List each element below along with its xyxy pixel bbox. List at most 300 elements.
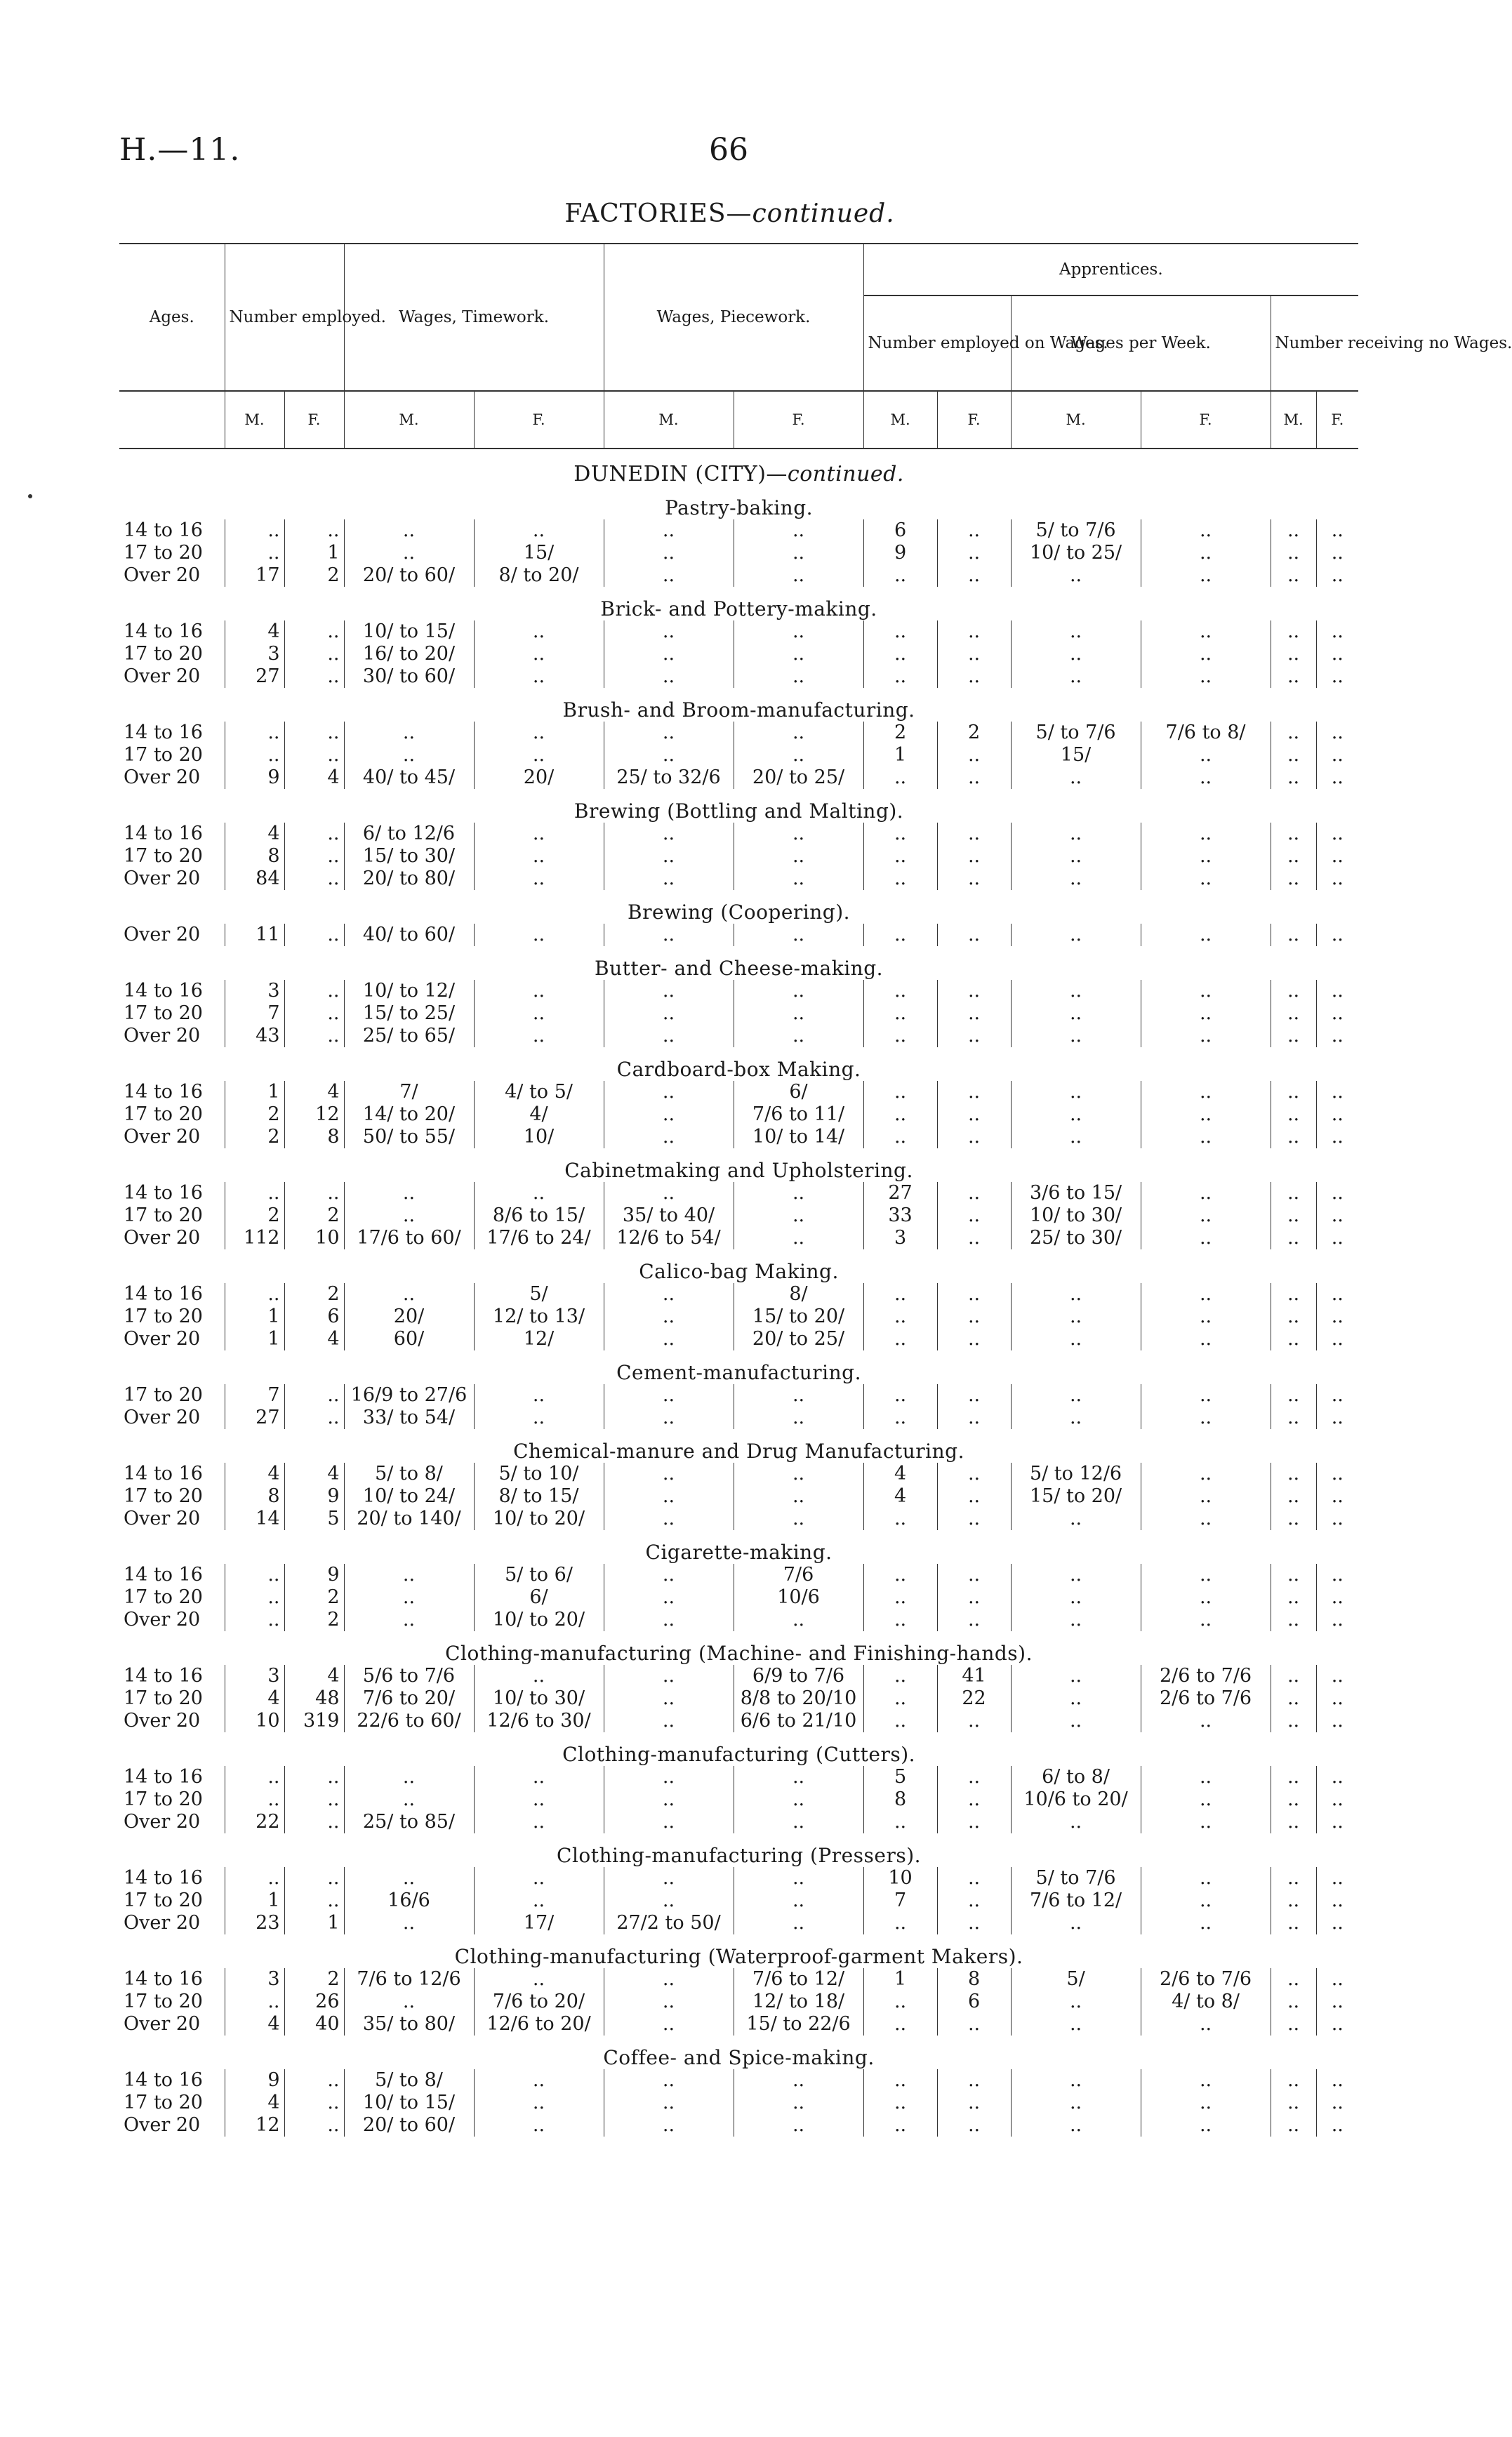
value-cell: ..	[1316, 1508, 1358, 1530]
table-row	[119, 1609, 1358, 1631]
value-cell: ..	[1141, 2013, 1271, 2036]
value-cell: 5/ to 10/	[474, 1463, 604, 1485]
value-cell: ..	[1141, 845, 1271, 868]
header-number-employed: Number employed.	[225, 244, 344, 391]
age-cell: Over 20	[124, 1126, 201, 1148]
value-cell: 20/ to 25/	[734, 766, 863, 789]
value-cell: ..	[1271, 1025, 1316, 1047]
header-m: M.	[1011, 391, 1141, 449]
value-cell: ..	[474, 1025, 604, 1047]
value-cell: 8	[863, 1788, 937, 1811]
value-cell: ..	[734, 1227, 863, 1249]
value-cell: 2	[225, 1103, 284, 1126]
value-cell: 14/ to 20/	[344, 1103, 474, 1126]
value-cell: ..	[1141, 823, 1271, 845]
value-cell: ..	[1271, 620, 1316, 643]
value-cell: 2	[863, 722, 937, 744]
value-cell: ..	[1141, 564, 1271, 587]
value-cell: ..	[1141, 1081, 1271, 1103]
value-cell: ..	[863, 2013, 937, 2036]
age-cell: Over 20	[124, 868, 201, 889]
section-title: Coffee- and Spice-making.	[603, 2046, 875, 2069]
value-cell: ..	[937, 1103, 1011, 1126]
value-cell: ..	[604, 1766, 734, 1788]
value-cell: ..	[863, 1609, 937, 1631]
value-cell: 5/ to 7/6	[1011, 1867, 1141, 1890]
value-cell: ..	[1141, 1609, 1271, 1631]
value-cell: ..	[734, 665, 863, 688]
value-cell: ..	[284, 744, 344, 766]
value-cell: ..	[1316, 1867, 1358, 1890]
table-row	[119, 2013, 1358, 2036]
value-cell: ..	[863, 1710, 937, 1732]
value-cell: 2/6 to 7/6	[1141, 1665, 1271, 1687]
value-cell: ..	[344, 1564, 474, 1586]
age-cell: 14 to 16	[124, 1665, 203, 1687]
value-cell: 43	[225, 1025, 284, 1047]
section-heading	[119, 946, 1358, 980]
value-cell: ..	[734, 2114, 863, 2137]
age-cell: 17 to 20	[124, 1204, 203, 1226]
value-cell: ..	[604, 1407, 734, 1429]
value-cell: 40	[284, 2013, 344, 2036]
value-cell: ..	[1011, 1609, 1141, 1631]
value-cell: 10/ to 20/	[474, 1508, 604, 1530]
table-row	[119, 1508, 1358, 1530]
value-cell: 6	[863, 519, 937, 542]
age-cell: 14 to 16	[124, 980, 203, 1002]
value-cell: ..	[863, 2092, 937, 2114]
value-cell: 40/ to 45/	[344, 766, 474, 789]
table-row	[119, 1384, 1358, 1407]
value-cell: ..	[474, 1811, 604, 1833]
value-cell: 5/	[474, 1283, 604, 1306]
value-cell: ..	[1316, 980, 1358, 1002]
value-cell: ..	[604, 2092, 734, 2114]
table-row	[119, 1766, 1358, 1788]
value-cell: ..	[863, 1103, 937, 1126]
table-row	[119, 1407, 1358, 1429]
table-row	[119, 643, 1358, 665]
age-cell: 17 to 20	[124, 1384, 203, 1406]
value-cell: ..	[1271, 1687, 1316, 1710]
value-cell: ..	[604, 1890, 734, 1912]
value-cell: 4/ to 5/	[474, 1081, 604, 1103]
header-m: M.	[225, 391, 284, 449]
value-cell: 17/6 to 24/	[474, 1227, 604, 1249]
value-cell: 27/2 to 50/	[604, 1912, 734, 1934]
section-heading	[119, 1530, 1358, 1564]
age-cell: 17 to 20	[124, 744, 203, 766]
value-cell: ..	[734, 643, 863, 665]
age-cell: 17 to 20	[124, 1485, 203, 1507]
value-cell: 14	[225, 1508, 284, 1530]
age-cell: 14 to 16	[124, 1968, 203, 1990]
value-cell: ..	[863, 868, 937, 890]
value-cell: ..	[937, 1025, 1011, 1047]
value-cell: ..	[1271, 1811, 1316, 1833]
value-cell: 12/6 to 30/	[474, 1710, 604, 1732]
value-cell: ..	[863, 2114, 937, 2137]
age-cell: Over 20	[124, 2013, 201, 2035]
value-cell: ..	[1271, 1991, 1316, 2013]
value-cell: 4	[284, 1665, 344, 1687]
value-cell: ..	[604, 620, 734, 643]
value-cell: 3	[225, 980, 284, 1002]
table-row	[119, 744, 1358, 766]
value-cell: ..	[225, 1586, 284, 1609]
value-cell: ..	[284, 1811, 344, 1833]
age-cell: 14 to 16	[124, 1081, 203, 1103]
age-cell: 14 to 16	[124, 1867, 203, 1889]
value-cell: ..	[1141, 1407, 1271, 1429]
value-cell: ..	[1271, 766, 1316, 789]
value-cell: ..	[1316, 1811, 1358, 1833]
city-name: DUNEDIN (CITY)—	[573, 462, 788, 486]
value-cell: ..	[1271, 542, 1316, 564]
value-cell: ..	[604, 1485, 734, 1508]
value-cell: 20/	[344, 1306, 474, 1328]
value-cell: ..	[937, 1002, 1011, 1025]
value-cell: ..	[1271, 1463, 1316, 1485]
value-cell: ..	[1316, 1103, 1358, 1126]
value-cell: ..	[284, 2069, 344, 2092]
value-cell: ..	[734, 620, 863, 643]
value-cell: ..	[1141, 2069, 1271, 2092]
value-cell: ..	[937, 1890, 1011, 1912]
value-cell: ..	[1011, 845, 1141, 868]
table-row	[119, 1788, 1358, 1811]
header-f: F.	[1316, 391, 1358, 449]
value-cell: ..	[937, 1182, 1011, 1204]
value-cell: 16/9 to 27/6	[344, 1384, 474, 1407]
value-cell: ..	[1316, 2013, 1358, 2036]
value-cell: 7/6 to 20/	[344, 1687, 474, 1710]
value-cell: ..	[863, 1687, 937, 1710]
value-cell: 10/ to 30/	[474, 1687, 604, 1710]
value-cell: ..	[1141, 1890, 1271, 1912]
section-title: Clothing-manufacturing (Machine- and Finishing-hands).	[445, 1642, 1033, 1665]
value-cell: 7/6 to 8/	[1141, 722, 1271, 744]
value-cell: ..	[937, 665, 1011, 688]
value-cell: 1	[863, 744, 937, 766]
value-cell: ..	[1011, 2092, 1141, 2114]
value-cell: ..	[604, 519, 734, 542]
value-cell: 16/6	[344, 1890, 474, 1912]
value-cell: 1	[225, 1306, 284, 1328]
value-cell: 2	[284, 1968, 344, 1991]
value-cell: ..	[1141, 1463, 1271, 1485]
value-cell: 22/6 to 60/	[344, 1710, 474, 1732]
title-continued: continued.	[752, 199, 895, 228]
value-cell: ..	[863, 1002, 937, 1025]
table-row	[119, 1081, 1358, 1103]
value-cell: 5	[863, 1766, 937, 1788]
age-cell: 17 to 20	[124, 1103, 203, 1125]
value-cell: ..	[1316, 766, 1358, 789]
value-cell: 2/6 to 7/6	[1141, 1968, 1271, 1991]
value-cell: 12/ to 18/	[734, 1991, 863, 2013]
value-cell: ..	[734, 1890, 863, 1912]
value-cell: ..	[284, 722, 344, 744]
value-cell: ..	[937, 2013, 1011, 2036]
age-cell: 14 to 16	[124, 1182, 203, 1204]
table-row	[119, 1227, 1358, 1249]
value-cell: ..	[284, 845, 344, 868]
value-cell: 10/ to 25/	[1011, 542, 1141, 564]
value-cell: 25/ to 32/6	[604, 766, 734, 789]
value-cell: 6/	[474, 1586, 604, 1609]
table-row	[119, 1002, 1358, 1025]
value-cell: ..	[937, 1867, 1011, 1890]
age-cell: 14 to 16	[124, 823, 203, 844]
value-cell: 22	[225, 1811, 284, 1833]
value-cell: ..	[937, 1463, 1011, 1485]
age-cell: 17 to 20	[124, 542, 203, 564]
value-cell: 5/ to 7/6	[1011, 722, 1141, 744]
value-cell: ..	[1271, 1384, 1316, 1407]
value-cell: ..	[1141, 868, 1271, 890]
table-row	[119, 2114, 1358, 2137]
value-cell: ..	[604, 1687, 734, 1710]
value-cell: 10	[284, 1227, 344, 1249]
value-cell: ..	[1011, 1002, 1141, 1025]
value-cell: ..	[1011, 2114, 1141, 2137]
table-row	[119, 1328, 1358, 1350]
section-heading	[119, 587, 1358, 620]
value-cell: ..	[1271, 1867, 1316, 1890]
value-cell: ..	[863, 1025, 937, 1047]
value-cell: ..	[344, 1766, 474, 1788]
value-cell: 7	[863, 1890, 937, 1912]
value-cell: ..	[344, 1586, 474, 1609]
value-cell: 1	[225, 1081, 284, 1103]
value-cell: ..	[474, 1766, 604, 1788]
value-cell: ..	[1141, 980, 1271, 1002]
value-cell: 5/ to 8/	[344, 1463, 474, 1485]
value-cell: ..	[604, 1609, 734, 1631]
value-cell: 25/ to 30/	[1011, 1227, 1141, 1249]
value-cell: 12/	[474, 1328, 604, 1350]
value-cell: ..	[604, 1665, 734, 1687]
value-cell: 9	[225, 766, 284, 789]
value-cell: ..	[1316, 868, 1358, 890]
value-cell: 7	[225, 1384, 284, 1407]
value-cell: ..	[474, 980, 604, 1002]
age-cell: Over 20	[124, 1609, 201, 1631]
age-cell: Over 20	[124, 665, 201, 687]
table-row	[119, 1306, 1358, 1328]
table-row	[119, 1968, 1358, 1991]
value-cell: ..	[1316, 1586, 1358, 1609]
value-cell: ..	[1271, 1407, 1316, 1429]
header-apprentices: Apprentices.	[863, 244, 1358, 296]
age-cell: Over 20	[124, 766, 201, 788]
value-cell: 50/ to 55/	[344, 1126, 474, 1148]
value-cell: ..	[863, 1991, 937, 2013]
value-cell: ..	[474, 1665, 604, 1687]
value-cell: ..	[604, 1508, 734, 1530]
value-cell: 15/ to 22/6	[734, 2013, 863, 2036]
value-cell: 15/ to 30/	[344, 845, 474, 868]
value-cell: ..	[604, 665, 734, 688]
value-cell: ..	[734, 1788, 863, 1811]
section-title: Brewing (Coopering).	[628, 901, 851, 924]
value-cell: ..	[1271, 924, 1316, 946]
value-cell: 7/6 to 12/	[1011, 1890, 1141, 1912]
header-wages-timework: Wages, Timework.	[344, 244, 604, 391]
value-cell: ..	[1316, 1609, 1358, 1631]
value-cell: 4	[225, 1687, 284, 1710]
value-cell: ..	[344, 1182, 474, 1204]
value-cell: ..	[1011, 643, 1141, 665]
value-cell: 319	[284, 1710, 344, 1732]
value-cell: ..	[1141, 1508, 1271, 1530]
value-cell: ..	[734, 1508, 863, 1530]
value-cell: 3	[225, 1968, 284, 1991]
value-cell: 15/	[1011, 744, 1141, 766]
value-cell: ..	[344, 744, 474, 766]
value-cell: ..	[474, 2092, 604, 2114]
value-cell: ..	[1271, 2092, 1316, 2114]
age-cell: 17 to 20	[124, 1002, 203, 1024]
value-cell: 7/	[344, 1081, 474, 1103]
value-cell: ..	[1271, 1766, 1316, 1788]
value-cell: ..	[937, 542, 1011, 564]
table-row	[119, 1485, 1358, 1508]
value-cell: ..	[1316, 823, 1358, 845]
value-cell: 10/6 to 20/	[1011, 1788, 1141, 1811]
section-title: Cigarette-making.	[645, 1541, 833, 1564]
value-cell: ..	[1316, 542, 1358, 564]
value-cell: ..	[1271, 722, 1316, 744]
header-appr-no-wages: Number receiving no Wages.	[1271, 296, 1358, 391]
value-cell: ..	[1141, 2114, 1271, 2137]
value-cell: 20/ to 25/	[734, 1328, 863, 1350]
value-cell: ..	[937, 766, 1011, 789]
value-cell: ..	[344, 1867, 474, 1890]
value-cell: ..	[1141, 1306, 1271, 1328]
value-cell: ..	[863, 620, 937, 643]
value-cell: ..	[474, 1867, 604, 1890]
section-title: Clothing-manufacturing (Waterproof-garment Makers).	[454, 1945, 1023, 1968]
value-cell: ..	[604, 2069, 734, 2092]
section-title: Butter- and Cheese-making.	[595, 957, 884, 980]
value-cell: ..	[1316, 1912, 1358, 1934]
value-cell: ..	[1271, 1182, 1316, 1204]
value-cell: ..	[1141, 620, 1271, 643]
value-cell: ..	[344, 1609, 474, 1631]
value-cell: 33	[863, 1204, 937, 1227]
value-cell: 84	[225, 868, 284, 890]
value-cell: ..	[604, 823, 734, 845]
value-cell: ..	[604, 868, 734, 890]
value-cell: ..	[1141, 1204, 1271, 1227]
section-heading	[119, 486, 1358, 519]
value-cell: 7	[225, 1002, 284, 1025]
value-cell: ..	[734, 542, 863, 564]
value-cell: ..	[1011, 1811, 1141, 1833]
value-cell: ..	[284, 1384, 344, 1407]
value-cell: ..	[863, 1328, 937, 1350]
value-cell: 8/6 to 15/	[474, 1204, 604, 1227]
value-cell: ..	[1316, 1890, 1358, 1912]
value-cell: ..	[937, 1306, 1011, 1328]
value-cell: 5/ to 8/	[344, 2069, 474, 2092]
value-cell: 5/ to 12/6	[1011, 1463, 1141, 1485]
age-cell: Over 20	[124, 1710, 201, 1732]
value-cell: ..	[937, 1227, 1011, 1249]
value-cell: 1	[225, 1328, 284, 1350]
table-row	[119, 868, 1358, 890]
value-cell: ..	[1316, 665, 1358, 688]
value-cell: ..	[937, 1609, 1011, 1631]
value-cell: 17	[225, 564, 284, 587]
value-cell: ..	[225, 542, 284, 564]
value-cell: ..	[474, 665, 604, 688]
header-appr-wages: Wages per Week.	[1011, 296, 1271, 391]
value-cell: ..	[604, 924, 734, 946]
value-cell: ..	[734, 1609, 863, 1631]
value-cell: ..	[604, 564, 734, 587]
value-cell: 10/ to 15/	[344, 2092, 474, 2114]
value-cell: ..	[937, 1710, 1011, 1732]
value-cell: ..	[1011, 1564, 1141, 1586]
table-row	[119, 519, 1358, 542]
value-cell: ..	[1141, 2092, 1271, 2114]
section-title: Brush- and Broom-manufacturing.	[562, 698, 915, 722]
section-heading	[119, 2036, 1358, 2069]
value-cell: 12/ to 13/	[474, 1306, 604, 1328]
value-cell: ..	[474, 744, 604, 766]
value-cell: ..	[344, 542, 474, 564]
value-cell: ..	[1271, 1890, 1316, 1912]
value-cell: ..	[1316, 643, 1358, 665]
value-cell: ..	[863, 643, 937, 665]
value-cell: 25/ to 85/	[344, 1811, 474, 1833]
value-cell: ..	[863, 1912, 937, 1934]
header-ages-blank	[119, 391, 225, 449]
value-cell: ..	[604, 1081, 734, 1103]
table-row	[119, 1564, 1358, 1586]
value-cell: 2	[284, 1609, 344, 1631]
section-title: Clothing-manufacturing (Pressers).	[557, 1844, 922, 1867]
value-cell: ..	[1141, 1564, 1271, 1586]
value-cell: ..	[863, 1811, 937, 1833]
value-cell: ..	[344, 1912, 474, 1934]
value-cell: ..	[937, 1384, 1011, 1407]
value-cell: 7/6 to 12/	[734, 1968, 863, 1991]
value-cell: 10/	[474, 1126, 604, 1148]
value-cell: ..	[284, 980, 344, 1002]
value-cell: ..	[734, 1912, 863, 1934]
value-cell: ..	[604, 980, 734, 1002]
value-cell: 2	[937, 722, 1011, 744]
value-cell: ..	[937, 2114, 1011, 2137]
value-cell: ..	[734, 744, 863, 766]
value-cell: 4	[863, 1485, 937, 1508]
table-header	[119, 244, 1512, 449]
value-cell: ..	[604, 1788, 734, 1811]
value-cell: 15/ to 20/	[1011, 1485, 1141, 1508]
value-cell: ..	[344, 1788, 474, 1811]
value-cell: ..	[604, 1384, 734, 1407]
value-cell: ..	[1141, 1328, 1271, 1350]
value-cell: 2	[284, 1586, 344, 1609]
value-cell: ..	[937, 845, 1011, 868]
age-cell: 14 to 16	[124, 1283, 203, 1305]
value-cell: 8	[225, 1485, 284, 1508]
